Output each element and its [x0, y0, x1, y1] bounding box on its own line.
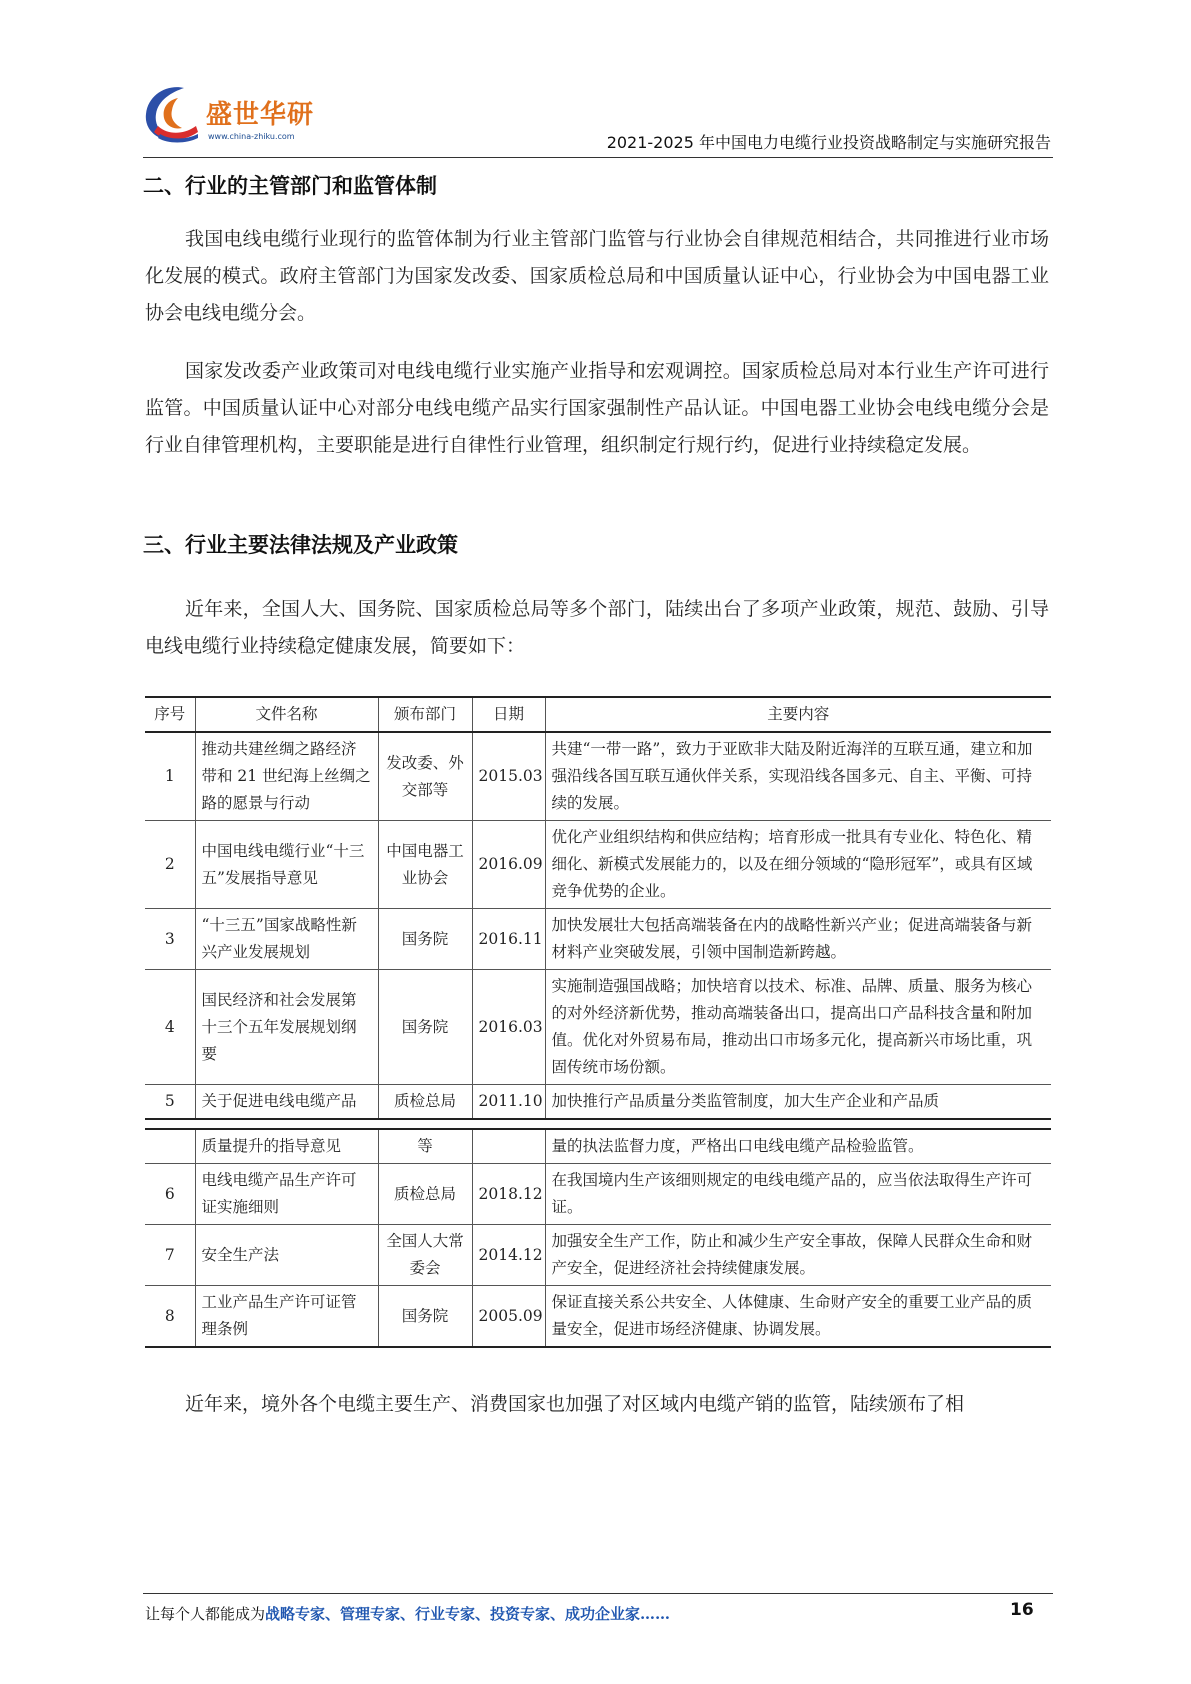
table-row [145, 732, 1051, 821]
row-name: 国民经济和社会发展第十三个五年发展规划纲要 [195, 970, 378, 1085]
row-no: 4 [145, 970, 195, 1085]
row-dept: 国务院 [378, 909, 472, 970]
row-content: 优化产业组织结构和供应结构；培育形成一批具有专业化、特色化、精细化、新模式发展能力的，以及在细分领域的“隐形冠军”，或具有区域竞争优势的企业。 [545, 821, 1051, 909]
policy-table-part-1 [145, 696, 1051, 1120]
row-no: 5 [145, 1085, 195, 1120]
row-name: 工业产品生产许可证管理条例 [195, 1286, 378, 1348]
row-name: 安全生产法 [195, 1225, 378, 1286]
row-content: 保证直接关系公共安全、人体健康、生命财产安全的重要工业产品的质量安全，促进市场经济健康、协调发展。 [545, 1286, 1051, 1348]
row-content: 加快推行产品质量分类监管制度，加大生产企业和产品质 [545, 1085, 1051, 1120]
section-heading-3: 三、行业主要法律法规及产业政策 [143, 533, 458, 557]
row-date: 2015.03 [472, 732, 545, 821]
row-dept: 质检总局 [378, 1164, 472, 1225]
header-divider [143, 157, 1053, 158]
table-row [145, 1225, 1051, 1286]
row-date: 2016.03 [472, 970, 545, 1085]
table-row [145, 821, 1051, 909]
row-date: 2018.12 [472, 1164, 545, 1225]
table-header-row [145, 697, 1051, 732]
row-dept: 全国人大常委会 [378, 1225, 472, 1286]
row-date: 2016.11 [472, 909, 545, 970]
logo-name: 盛世华研 [206, 100, 315, 130]
row-no: 3 [145, 909, 195, 970]
row-dept: 发改委、外交部等 [378, 732, 472, 821]
row-name: 中国电线电缆行业“十三五”发展指导意见 [195, 821, 378, 909]
row-name: 质量提升的指导意见 [195, 1129, 378, 1164]
row-date [472, 1129, 545, 1164]
row-content: 共建“一带一路”，致力于亚欧非大陆及附近海洋的互联互通，建立和加强沿线各国互联互通伙伴关系，实现沿线各国多元、自主、平衡、可持续的发展。 [545, 732, 1051, 821]
table-row [145, 1164, 1051, 1225]
table-row [145, 1286, 1051, 1348]
row-content: 在我国境内生产该细则规定的电线电缆产品的，应当依法取得生产许可证。 [545, 1164, 1051, 1225]
row-no: 7 [145, 1225, 195, 1286]
row-name: 推动共建丝绸之路经济带和 21 世纪海上丝绸之路的愿景与行动 [195, 732, 378, 821]
footer-slogan-highlight: 战略专家、管理专家、行业专家、投资专家、成功企业家…… [265, 1605, 671, 1623]
policy-table-part-2 [145, 1128, 1051, 1348]
row-name: “十三五”国家战略性新兴产业发展规划 [195, 909, 378, 970]
row-content: 加快发展壮大包括高端装备在内的战略性新兴产业；促进高端装备与新材料产业突破发展，引领中国制造新跨越。 [545, 909, 1051, 970]
row-dept: 国务院 [378, 970, 472, 1085]
row-name: 电线电缆产品生产许可证实施细则 [195, 1164, 378, 1225]
row-no: 6 [145, 1164, 195, 1225]
header-date: 日期 [472, 697, 545, 732]
section3-paragraph-2: 近年来，境外各个电缆主要生产、消费国家也加强了对区域内电缆产销的监管，陆续颁布了相 [185, 1393, 965, 1415]
row-content: 量的执法监督力度，严格出口电线电缆产品检验监管。 [545, 1129, 1051, 1164]
row-content: 实施制造强国战略；加快培育以技术、标准、品牌、质量、服务为核心的对外经济新优势，推动高端装备出口，提高出口产品科技含量和附加值。优化对外贸易布局，推动出口市场多元化，提高新兴市场比重，巩固传统市场份额。 [545, 970, 1051, 1085]
row-dept: 质检总局 [378, 1085, 472, 1120]
logo-url: www.china-zhiku.com [208, 132, 295, 141]
row-no: 1 [145, 732, 195, 821]
table-row [145, 909, 1051, 970]
row-date: 2011.10 [472, 1085, 545, 1120]
section3-paragraph-1: 近年来，全国人大、国务院、国家质检总局等多个部门，陆续出台了多项产业政策，规范、鼓励、引导电线电缆行业持续稳定健康发展，简要如下： [145, 598, 1049, 657]
table-row [145, 1085, 1051, 1120]
row-content: 加强安全生产工作，防止和减少生产安全事故，保障人民群众生命和财产安全，促进经济社会持续健康发展。 [545, 1225, 1051, 1286]
footer-divider [143, 1593, 1053, 1594]
report-title: 2021-2025 年中国电力电缆行业投资战略制定与实施研究报告 [606, 133, 1051, 152]
header-no: 序号 [145, 697, 195, 732]
row-name: 关于促进电线电缆产品 [195, 1085, 378, 1120]
header-dept: 颁布部门 [378, 697, 472, 732]
section-heading-2: 二、行业的主管部门和监管体制 [143, 174, 437, 198]
table-row [145, 970, 1051, 1085]
row-date: 2014.12 [472, 1225, 545, 1286]
row-dept: 中国电器工业协会 [378, 821, 472, 909]
footer-slogan-prefix: 让每个人都能成为 [145, 1605, 266, 1623]
header-name: 文件名称 [195, 697, 378, 732]
row-date: 2016.09 [472, 821, 545, 909]
section2-paragraph-2: 国家发改委产业政策司对电线电缆行业实施产业指导和宏观调控。国家质检总局对本行业生产许可进行监管。中国质量认证中心对部分电线电缆产品实行国家强制性产品认证。中国电器工业协会电线电缆分会是行业自律管理机构，主要职能是进行自律性行业管理，组织制定行规行约，促进行业持续稳定发展。 [145, 360, 1049, 456]
row-no: 2 [145, 821, 195, 909]
row-date: 2005.09 [472, 1286, 545, 1348]
section2-paragraph-1: 我国电线电缆行业现行的监管体制为行业主管部门监管与行业协会自律规范相结合，共同推进行业市场化发展的模式。政府主管部门为国家发改委、国家质检总局和中国质量认证中心，行业协会为中国电器工业协会电线电缆分会。 [145, 228, 1049, 324]
header-content: 主要内容 [545, 697, 1051, 732]
row-dept: 国务院 [378, 1286, 472, 1348]
logo-swoosh-icon [138, 82, 204, 148]
row-no: 8 [145, 1286, 195, 1348]
row-no [145, 1129, 195, 1164]
company-logo [138, 82, 315, 152]
page-number: 16 [1010, 1600, 1034, 1620]
table-row [145, 1129, 1051, 1164]
row-dept: 等 [378, 1129, 472, 1164]
footer-slogan [145, 1603, 670, 1624]
